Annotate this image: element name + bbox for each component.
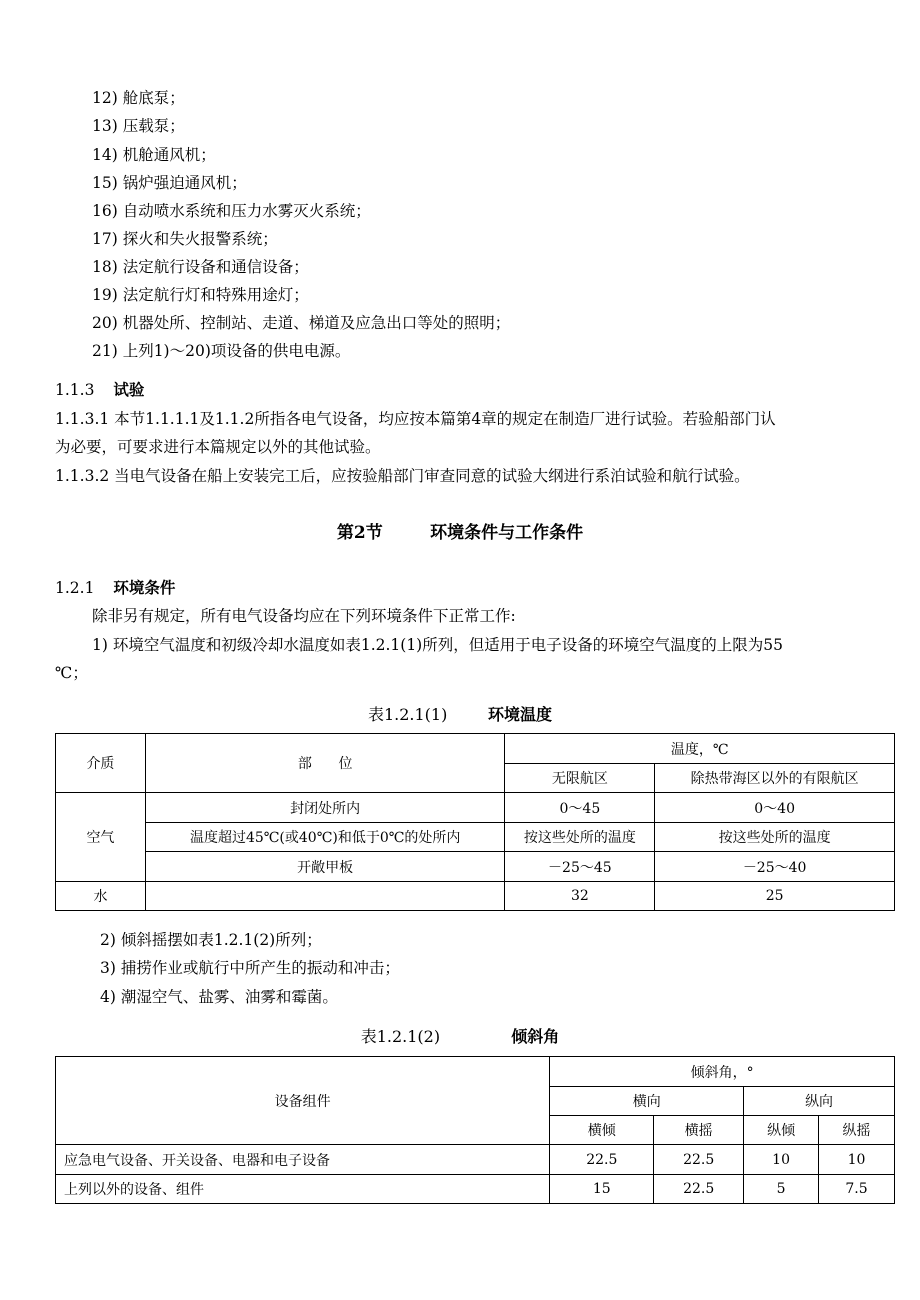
header-location: 部 位 [145, 734, 505, 793]
paragraph-1-1-3-2: 1.1.3.2 当电气设备在船上安装完工后，应按验船部门审查同意的试验大纲进行系泊试验和航行试验。 [55, 467, 750, 485]
cell-heel: 15 [550, 1175, 654, 1204]
caption-title: 倾斜角 [511, 1027, 560, 1046]
cell-location: 温度超过45℃(或40℃)和低于0℃的处所内 [145, 823, 505, 852]
header-heel: 横倾 [550, 1116, 654, 1145]
table-row [56, 852, 895, 882]
header-roll: 横摇 [654, 1116, 744, 1145]
cell-trim: 5 [744, 1175, 819, 1204]
list-item: 20) 机器处所、控制站、走道、梯道及应急出口等处的照明； [92, 314, 511, 332]
cell-pitch: 7.5 [819, 1175, 895, 1204]
cell-limited: －25～40 [655, 852, 895, 882]
cell-unlimited: 0～45 [505, 793, 655, 823]
list-item: 1) 环境空气温度和初级冷却水温度如表1.2.1(1)所列，但适用于电子设备的环境空气温度的上限为55 [92, 636, 783, 654]
cell-location: 封闭处所内 [145, 793, 505, 823]
table-row [56, 823, 895, 852]
list-item: 18) 法定航行设备和通信设备； [92, 258, 309, 276]
medium-air: 空气 [56, 793, 146, 882]
section-heading-1-2-1 [55, 578, 175, 598]
environment-temperature-table [55, 733, 895, 911]
cell-unlimited: 32 [505, 882, 655, 911]
section-title: 环境条件 [113, 578, 176, 597]
paragraph-1-1-3-1-cont: 为必要，可要求进行本篇规定以外的其他试验。 [55, 438, 381, 456]
section-2-heading [0, 518, 920, 543]
cell-limited: 0～40 [655, 793, 895, 823]
list-item: 12) 舱底泵； [92, 89, 185, 107]
medium-water: 水 [56, 882, 146, 911]
header-temperature: 温度，℃ [505, 734, 895, 764]
list-item: 4) 潮湿空气、盐雾、油雾和霉菌。 [100, 988, 338, 1006]
list-item: 17) 探火和失火报警系统； [92, 230, 278, 248]
list-item: 15) 锅炉强迫通风机； [92, 174, 247, 192]
cell-unlimited: －25～45 [505, 852, 655, 882]
cell-roll: 22.5 [654, 1145, 744, 1175]
table-row [56, 1145, 895, 1175]
inclination-angle-table [55, 1056, 895, 1204]
table-2-caption [0, 1024, 920, 1047]
cell-unlimited: 按这些处所的温度 [505, 823, 655, 852]
list-item-cont: ℃； [55, 664, 88, 682]
table-row [56, 882, 895, 911]
section-heading-1-1-3 [55, 380, 144, 400]
list-item: 21) 上列1)～20)项设备的供电电源。 [92, 342, 351, 360]
paragraph-1-1-3-1: 1.1.3.1 本节1.1.1.1及1.1.2所指各电气设备，均应按本篇第4章的规定在制造厂进行试验。若验船部门认 [55, 410, 776, 428]
section-number: 1.1.3 [55, 381, 95, 399]
header-medium: 介质 [56, 734, 146, 793]
cell-location: 开敞甲板 [145, 852, 505, 882]
cell-trim: 10 [744, 1145, 819, 1175]
header-limited-area: 除热带海区以外的有限航区 [655, 764, 895, 793]
list-item: 3) 捕捞作业或航行中所产生的振动和冲击； [100, 959, 400, 977]
list-item: 19) 法定航行灯和特殊用途灯； [92, 286, 309, 304]
table-row [56, 793, 895, 823]
section-number: 1.2.1 [55, 579, 95, 597]
table-1-caption [0, 702, 920, 725]
section-label: 第2节 [336, 523, 383, 543]
header-unlimited-area: 无限航区 [505, 764, 655, 793]
list-item: 2) 倾斜摇摆如表1.2.1(2)所列； [100, 931, 322, 949]
caption-number: 表1.2.1(2) [360, 1027, 441, 1046]
cell-heel: 22.5 [550, 1145, 654, 1175]
cell-pitch: 10 [819, 1145, 895, 1175]
intro-paragraph: 除非另有规定，所有电气设备均应在下列环境条件下正常工作: [92, 607, 516, 625]
header-transverse: 横向 [550, 1087, 744, 1116]
list-item: 13) 压载泵； [92, 117, 185, 135]
cell-limited: 25 [655, 882, 895, 911]
cell-limited: 按这些处所的温度 [655, 823, 895, 852]
cell-component: 应急电气设备、开关设备、电器和电子设备 [56, 1145, 550, 1175]
list-item: 14) 机舱通风机； [92, 146, 216, 164]
section-title: 环境条件与工作条件 [430, 523, 584, 543]
cell-roll: 22.5 [654, 1175, 744, 1204]
header-trim: 纵倾 [744, 1116, 819, 1145]
list-item: 16) 自动喷水系统和压力水雾灭火系统； [92, 202, 371, 220]
cell-location [145, 882, 505, 911]
cell-component: 上列以外的设备、组件 [56, 1175, 550, 1204]
caption-number: 表1.2.1(1) [367, 705, 448, 724]
caption-title: 环境温度 [488, 705, 553, 724]
header-inclination-angle: 倾斜角，° [550, 1057, 895, 1087]
header-longitudinal: 纵向 [744, 1087, 895, 1116]
header-component: 设备组件 [56, 1057, 550, 1145]
section-title: 试验 [113, 380, 145, 399]
header-pitch: 纵摇 [819, 1116, 895, 1145]
table-row [56, 1175, 895, 1204]
